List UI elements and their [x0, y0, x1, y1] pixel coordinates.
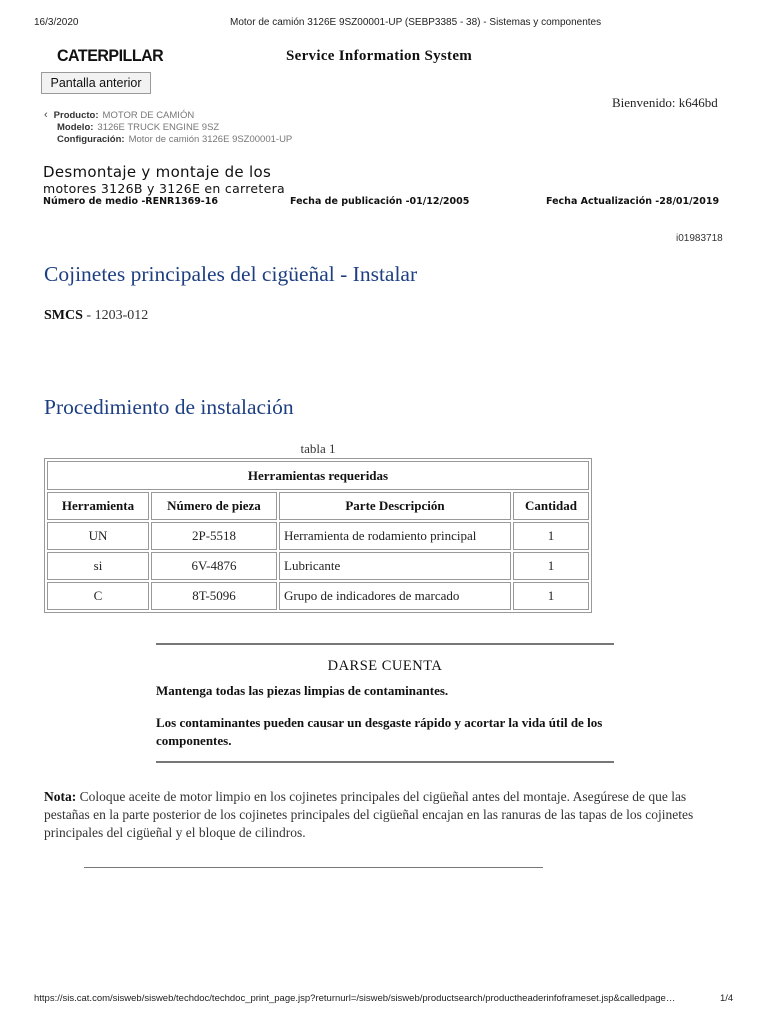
- welcome-text: Bienvenido: k646bd: [612, 95, 718, 110]
- column-header: Número de pieza: [151, 492, 277, 520]
- note-text: Coloque aceite de motor limpio en los cojinetes principales del cigüeñal antes del montaje. Asegúrese de que las pestañas en la parte posterior de los cojinetes principales del cigüeñal encajan en las ranuras de las tapas de los cojinetes principales del cigüeñal y el bloque de cilindros.: [44, 789, 694, 840]
- smcs-code: [44, 308, 148, 324]
- update-date: Fecha Actualización -28/01/2019: [546, 196, 720, 207]
- table-cell: Lubricante: [279, 552, 511, 580]
- table-cell: 1: [513, 522, 589, 550]
- notice-top-rule: [156, 643, 614, 645]
- document-id: i01983718: [676, 233, 723, 244]
- document-title-line1: Desmontaje y montaje de los: [43, 163, 272, 181]
- column-header: Cantidad: [513, 492, 589, 520]
- page-heading: Cojinetes principales del cigüeñal - Instalar: [44, 262, 418, 286]
- footer-page-number: 1/4: [720, 993, 734, 1004]
- modelo-value: 3126E TRUCK ENGINE 9SZ: [97, 122, 220, 133]
- document-title-line2: motores 3126B y 3126E en carretera: [43, 181, 286, 196]
- publication-date: Fecha de publicación -01/12/2005: [290, 196, 470, 207]
- column-header: Herramienta: [47, 492, 149, 520]
- config-label: Configuración:: [57, 134, 125, 145]
- note-label: Nota:: [44, 789, 77, 804]
- footer-url: https://sis.cat.com/sisweb/sisweb/techdoc/techdoc_print_page.jsp?returnurl=/sisweb/sisweb/productsearch/productheaderinfoframeset.jsp&calledpage…: [34, 993, 676, 1004]
- print-date: 16/3/2020: [34, 17, 79, 28]
- sis-title: Service Information System: [286, 48, 473, 64]
- producto-label: Producto:: [53, 110, 99, 121]
- back-button[interactable]: Pantalla anterior: [41, 72, 151, 94]
- modelo-label: Modelo:: [57, 122, 94, 133]
- notice-text-1: Mantenga todas las piezas limpias de contaminantes.: [156, 683, 449, 698]
- table-cell: Herramienta de rodamiento principal: [279, 522, 511, 550]
- table-cell: C: [47, 582, 149, 610]
- table-row: [47, 582, 589, 610]
- table-title-row: [47, 461, 589, 490]
- table-cell: 6V-4876: [151, 552, 277, 580]
- smcs-value: - 1203-012: [82, 308, 149, 323]
- table-cell: Grupo de indicadores de marcado: [279, 582, 511, 610]
- modelo-row: [57, 122, 219, 133]
- table-row: [47, 522, 589, 550]
- notice-title: DARSE CUENTA: [327, 658, 443, 674]
- notice-bottom-rule: [156, 761, 614, 763]
- table-cell: si: [47, 552, 149, 580]
- section-heading: Procedimiento de instalación: [44, 395, 294, 419]
- table-row: [47, 552, 589, 580]
- caterpillar-logo: CATERPILLAR: [57, 47, 164, 66]
- notice-text-2: Los contaminantes pueden causar un desgaste rápido y acortar la vida útil de los componentes.: [156, 715, 603, 748]
- producto-value: MOTOR DE CAMIÓN: [102, 110, 195, 121]
- back-chevron-icon[interactable]: ‹: [44, 109, 48, 121]
- table-cell: UN: [47, 522, 149, 550]
- table-cell: 2P-5518: [151, 522, 277, 550]
- table-cell: 1: [513, 552, 589, 580]
- column-header: Parte Descripción: [279, 492, 511, 520]
- config-value: Motor de camión 3126E 9SZ00001-UP: [128, 134, 293, 145]
- table-cell: 1: [513, 582, 589, 610]
- smcs-label: SMCS: [44, 308, 83, 323]
- config-row: [57, 134, 292, 145]
- table-cell: 8T-5096: [151, 582, 277, 610]
- product-row: [44, 109, 194, 121]
- print-title: Motor de camión 3126E 9SZ00001-UP (SEBP3385 - 38) - Sistemas y componentes: [230, 17, 602, 28]
- media-number: Número de medio -RENR1369-16: [43, 196, 218, 207]
- section-divider: [84, 867, 543, 868]
- table-title: Herramientas requeridas: [47, 461, 589, 490]
- table-caption: tabla 1: [300, 441, 336, 456]
- table-header-row: [47, 492, 589, 520]
- note-paragraph: [44, 788, 724, 842]
- required-tools-table: [44, 458, 592, 613]
